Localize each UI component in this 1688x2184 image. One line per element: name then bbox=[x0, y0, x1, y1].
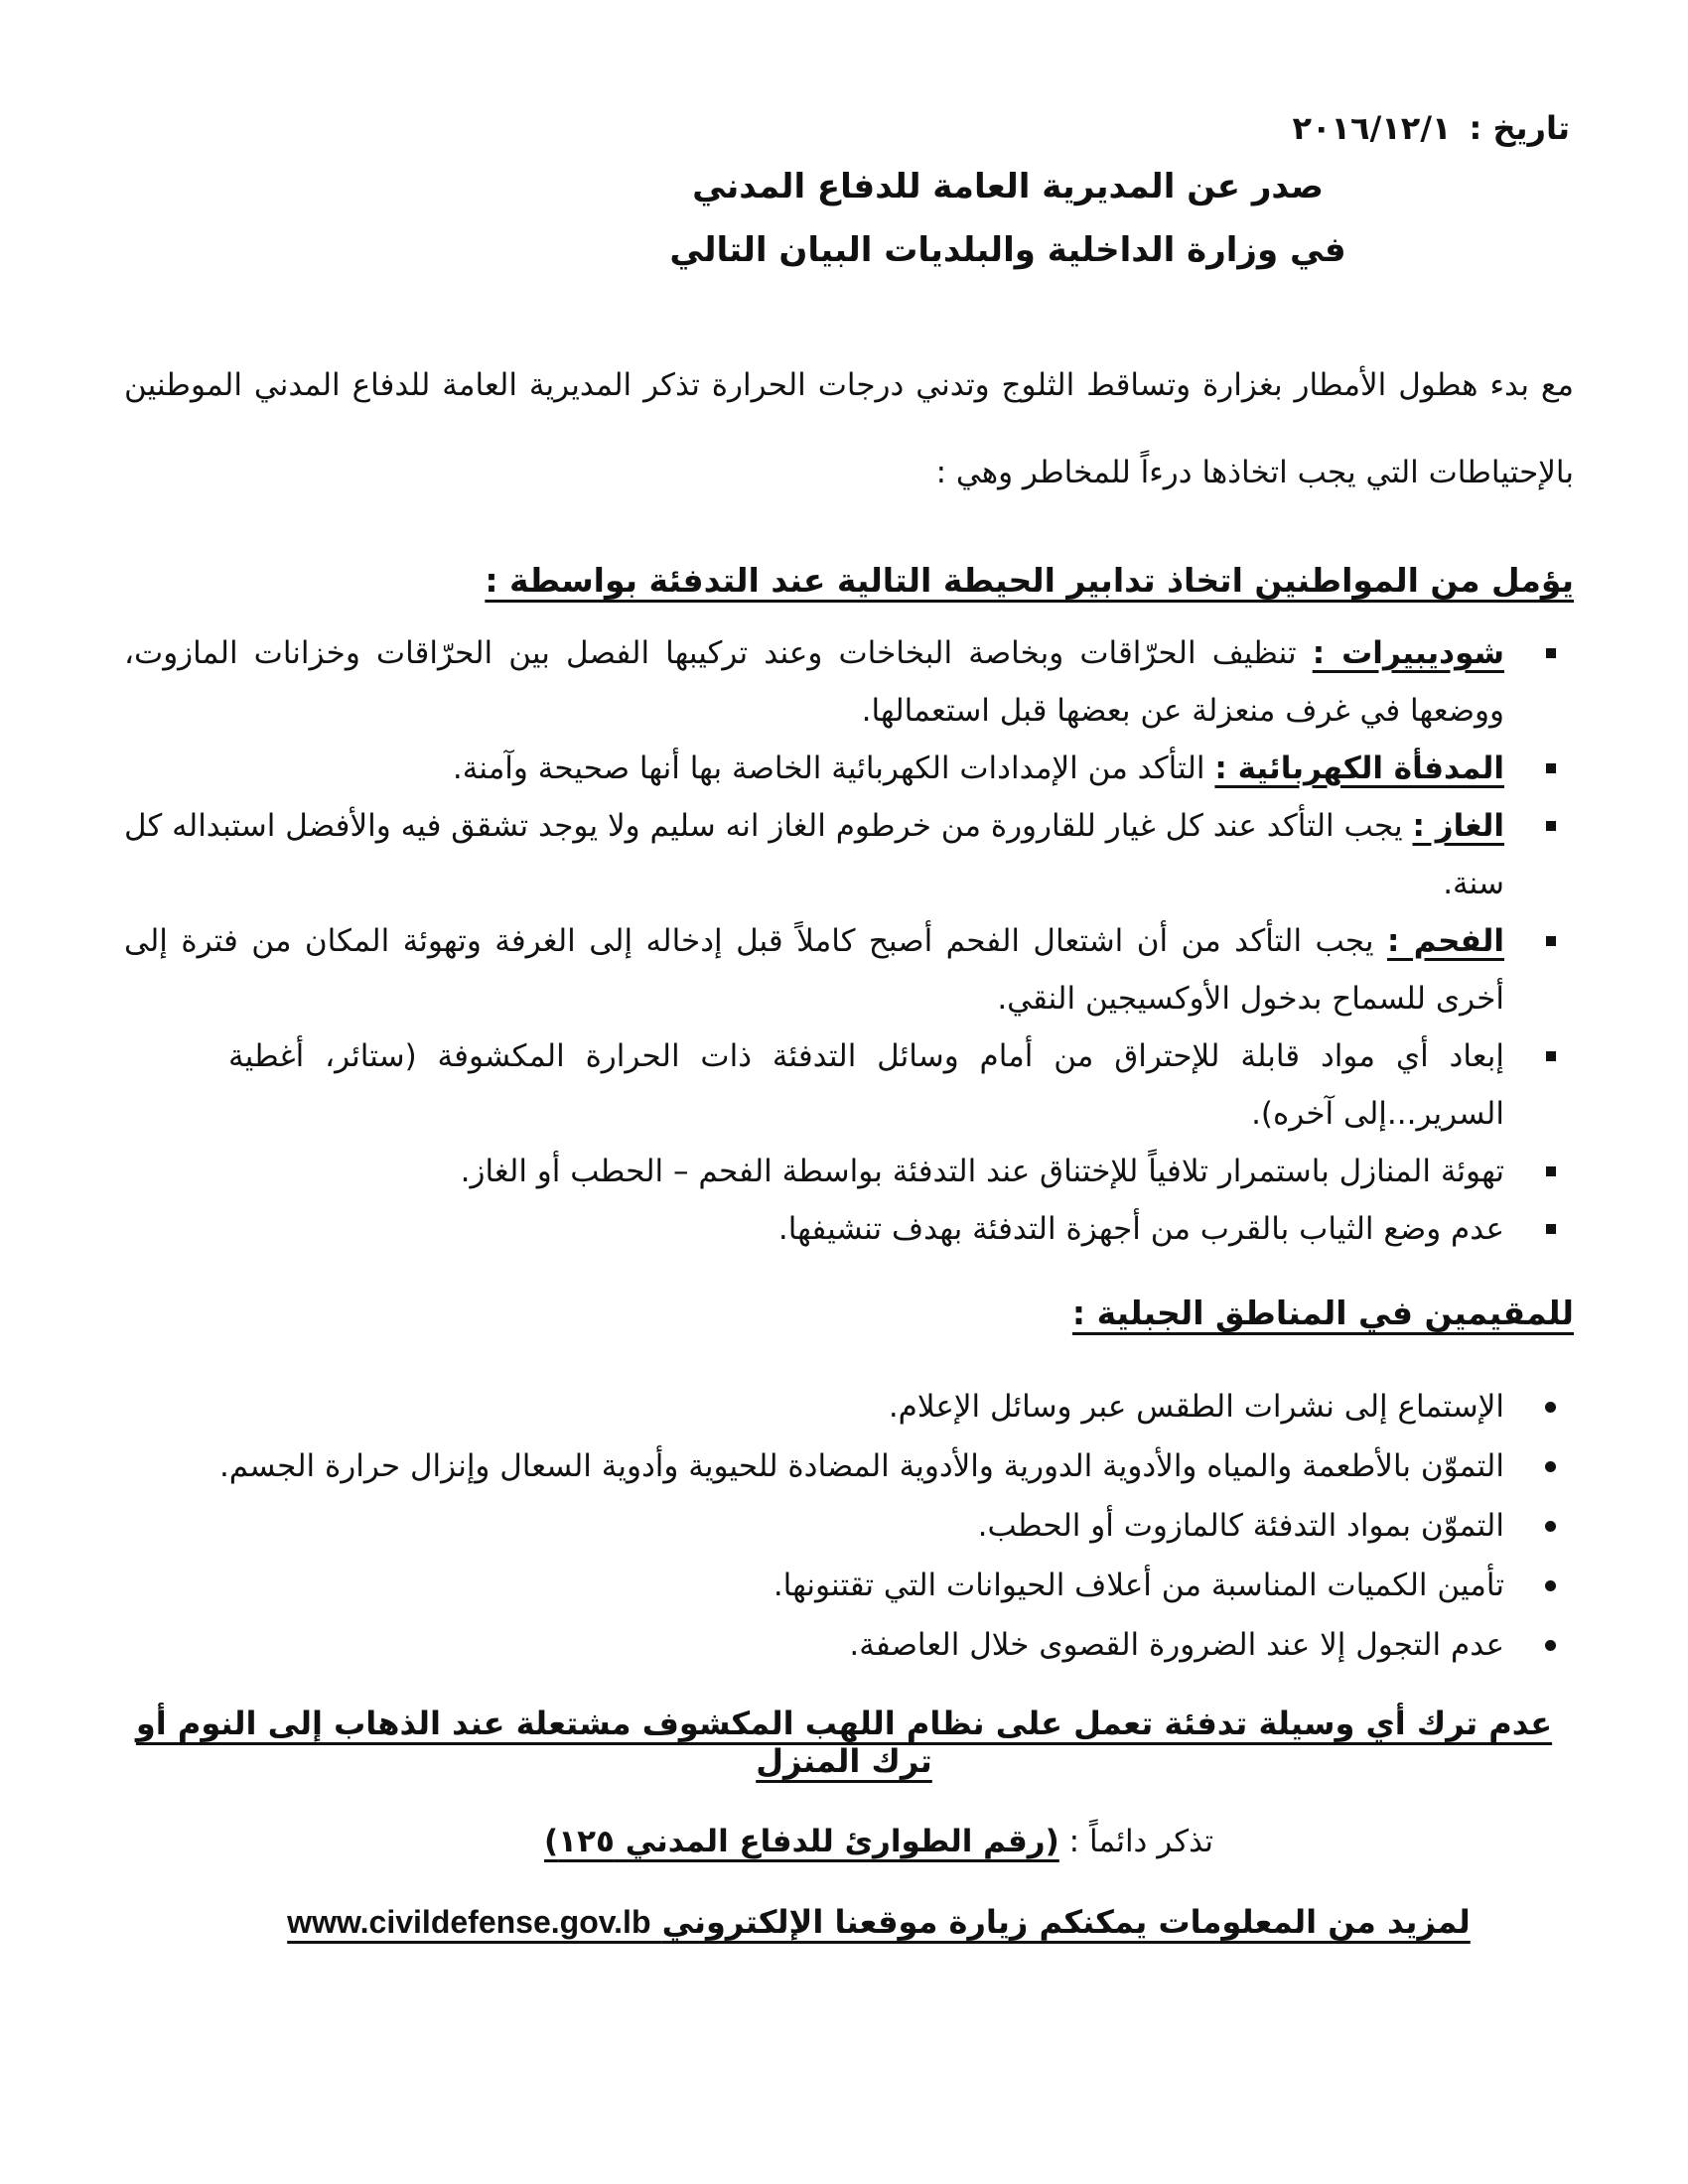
square-bullet-icon bbox=[1546, 821, 1556, 831]
square-bullet-icon bbox=[1546, 1224, 1556, 1234]
heating-precautions-list bbox=[124, 624, 1574, 1258]
item-text: إبعاد أي مواد قابلة للإحتراق من أمام وسائل التدفئة ذات الحرارة المكشوفة (ستائر، أغطية السرير...إلى آخره). bbox=[228, 1038, 1504, 1132]
square-bullet-icon bbox=[1546, 1051, 1556, 1061]
square-bullet-icon bbox=[1546, 648, 1556, 658]
list-item bbox=[124, 912, 1574, 1027]
list-item bbox=[412, 1200, 1574, 1258]
item-text: يجب التأكد من أن اشتعال الفحم أصبح كاملاً قبل إدخاله إلى الغرفة وتهوئة المكان من فترة إلى أخرى للسماح بدخول الأوكسيجين النقي. bbox=[124, 923, 1504, 1017]
list-item bbox=[124, 1496, 1574, 1556]
item-text: التموّن بمواد التدفئة كالمازوت أو الحطب. bbox=[977, 1508, 1504, 1544]
mountain-section-title: للمقيمين في المناطق الجبلية : bbox=[1071, 1294, 1574, 1332]
square-bullet-icon bbox=[1546, 1166, 1556, 1176]
list-item bbox=[124, 1615, 1574, 1675]
reminder-prefix: تذكر دائماً : bbox=[1058, 1824, 1213, 1859]
list-item bbox=[124, 740, 1574, 797]
item-text: عدم وضع الثياب بالقرب من أجهزة التدفئة بهدف تنشيفها. bbox=[777, 1211, 1504, 1247]
square-bullet-icon bbox=[1546, 936, 1556, 946]
round-bullet-icon bbox=[1545, 1521, 1556, 1532]
warning-statement: عدم ترك أي وسيلة تدفئة تعمل على نظام اللهب المكشوف مشتعلة عند الذهاب إلى النوم أو ترك المنزل bbox=[135, 1705, 1553, 1780]
list-item bbox=[228, 1027, 1574, 1143]
item-text: تنظيف الحرّاقات وبخاصة البخاخات وعند تركيبها الفصل بين الحرّاقات وخزانات المازوت، ووضعها في غرف منعزلة عن بعضها قبل استعمالها. bbox=[124, 635, 1504, 729]
item-text: التموّن بالأطعمة والمياه والأدوية الدورية والأدوية المضادة للحيوية وأدوية السعال وإنزال حرارة الجسم. bbox=[218, 1448, 1504, 1484]
website-line bbox=[184, 1903, 1574, 1941]
list-item bbox=[124, 624, 1574, 740]
date-label: تاريخ : bbox=[1469, 109, 1570, 147]
round-bullet-icon bbox=[1545, 1580, 1556, 1591]
heading-line-1: صدر عن المديرية العامة للدفاع المدني bbox=[692, 167, 1324, 206]
round-bullet-icon bbox=[1545, 1640, 1556, 1651]
item-key: الفحم : bbox=[1387, 923, 1504, 959]
list-item bbox=[124, 797, 1574, 912]
item-key: الغاز : bbox=[1412, 808, 1504, 844]
round-bullet-icon bbox=[1545, 1461, 1556, 1472]
statement-heading bbox=[442, 155, 1574, 282]
intro-paragraph: مع بدء هطول الأمطار بغزارة وتساقط الثلوج وتدني درجات الحرارة تذكر المديرية العامة للدفاع المدني الموطنين بالإحتياطات التي يجب اتخاذها درءاً للمخاطر وهي : bbox=[124, 367, 1574, 490]
heading-line-2: في وزارة الداخلية والبلديات البيان التالي bbox=[669, 230, 1346, 270]
website-link[interactable]: www.civildefense.gov.lb bbox=[287, 1904, 651, 1940]
item-text: تهوئة المنازل باستمرار تلافياً للإختناق عند التدفئة بواسطة الفحم – الحطب أو الغاز. bbox=[460, 1154, 1504, 1189]
item-key: المدفأة الكهربائية : bbox=[1214, 751, 1504, 786]
date-line bbox=[124, 109, 1570, 155]
list-item bbox=[228, 1143, 1574, 1200]
list-item bbox=[124, 1377, 1574, 1436]
item-text: عدم التجول إلا عند الضرورة القصوى خلال العاصفة. bbox=[849, 1627, 1504, 1663]
emergency-number: (رقم الطوارئ للدفاع المدني ١٢٥) bbox=[544, 1824, 1059, 1859]
list-item bbox=[124, 1436, 1574, 1496]
item-key: شوديبيرات : bbox=[1312, 635, 1505, 671]
item-text: تأمين الكميات المناسبة من أعلاف الحيوانات التي تقتنونها. bbox=[773, 1568, 1504, 1603]
list-item bbox=[124, 1556, 1574, 1615]
square-bullet-icon bbox=[1546, 763, 1556, 773]
item-text: التأكد من الإمدادات الكهربائية الخاصة بها أنها صحيحة وآمنة. bbox=[452, 751, 1215, 786]
date-value: ٢٠١٦/١٢/١ bbox=[1292, 109, 1452, 147]
round-bullet-icon bbox=[1545, 1402, 1556, 1413]
mountain-precautions-list bbox=[124, 1377, 1574, 1675]
item-text: يجب التأكد عند كل غيار للقارورة من خرطوم الغاز انه سليم ولا يوجد تشقق فيه والأفضل استبداله كل سنة. bbox=[124, 808, 1504, 901]
item-text: الإستماع إلى نشرات الطقس عبر وسائل الإعلام. bbox=[888, 1389, 1504, 1425]
emergency-reminder bbox=[184, 1824, 1574, 1859]
heating-section-title: يؤمل من المواطنين اتخاذ تدابير الحيطة التالية عند التدفئة بواسطة : bbox=[485, 561, 1574, 600]
website-text: لمزيد من المعلومات يمكنكم زيارة موقعنا الإلكتروني bbox=[661, 1903, 1471, 1941]
